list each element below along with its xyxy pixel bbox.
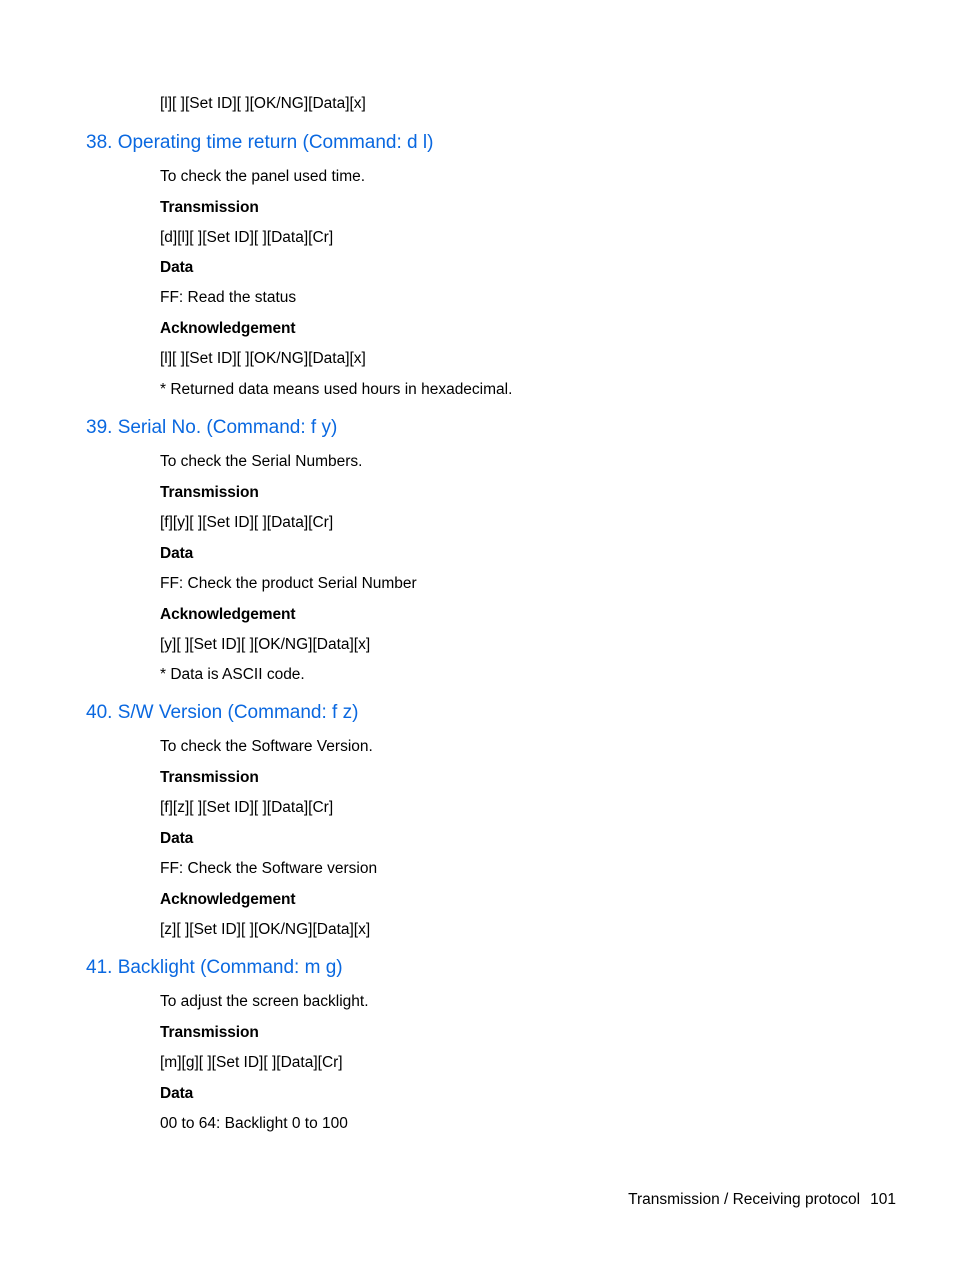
section-40-ack-label: Acknowledgement bbox=[160, 891, 296, 908]
section-40-data: FF: Check the Software version bbox=[160, 860, 378, 877]
section-38-ack: [l][ ][Set ID][ ][OK/NG][Data][x] bbox=[160, 350, 366, 367]
section-41-transmission-label: Transmission bbox=[160, 1024, 259, 1041]
section-38-data: FF: Read the status bbox=[160, 289, 297, 306]
section-41-data-label: Data bbox=[160, 1085, 194, 1102]
section-39-ack: [y][ ][Set ID][ ][OK/NG][Data][x] bbox=[160, 636, 371, 653]
section-39-data: FF: Check the product Serial Number bbox=[160, 575, 417, 592]
section-38-description: To check the panel used time. bbox=[160, 168, 366, 185]
section-38-data-label: Data bbox=[160, 259, 194, 276]
section-40-transmission-label: Transmission bbox=[160, 769, 259, 786]
section-38-heading: 38. Operating time return (Command: d l) bbox=[86, 132, 434, 153]
section-40-ack: [z][ ][Set ID][ ][OK/NG][Data][x] bbox=[160, 921, 371, 938]
page-number: 101 bbox=[870, 1191, 896, 1208]
section-39-description: To check the Serial Numbers. bbox=[160, 453, 363, 470]
section-40-transmission: [f][z][ ][Set ID][ ][Data][Cr] bbox=[160, 799, 334, 816]
section-41-heading: 41. Backlight (Command: m g) bbox=[86, 957, 343, 978]
section-41-transmission: [m][g][ ][Set ID][ ][Data][Cr] bbox=[160, 1054, 343, 1071]
section-41-description: To adjust the screen backlight. bbox=[160, 993, 369, 1010]
section-39-note: * Data is ASCII code. bbox=[160, 666, 305, 683]
section-39-heading: 39. Serial No. (Command: f y) bbox=[86, 417, 338, 438]
section-39-ack-label: Acknowledgement bbox=[160, 606, 296, 623]
section-40-data-label: Data bbox=[160, 830, 194, 847]
section-38-note: * Returned data means used hours in hexadecimal. bbox=[160, 381, 513, 398]
section-39-data-label: Data bbox=[160, 545, 194, 562]
section-38-transmission-label: Transmission bbox=[160, 199, 259, 216]
section-38-ack-label: Acknowledgement bbox=[160, 320, 296, 337]
section-39-transmission-label: Transmission bbox=[160, 484, 259, 501]
section-39-transmission: [f][y][ ][Set ID][ ][Data][Cr] bbox=[160, 514, 334, 531]
footer-title: Transmission / Receiving protocol bbox=[628, 1191, 861, 1208]
section-40-heading: 40. S/W Version (Command: f z) bbox=[86, 702, 359, 723]
page-footer bbox=[628, 1190, 896, 1210]
section-40-description: To check the Software Version. bbox=[160, 738, 373, 755]
section-38-transmission: [d][l][ ][Set ID][ ][Data][Cr] bbox=[160, 229, 334, 246]
top-acknowledgement-line: [l][ ][Set ID][ ][OK/NG][Data][x] bbox=[160, 95, 366, 112]
section-41-data: 00 to 64: Backlight 0 to 100 bbox=[160, 1115, 348, 1132]
